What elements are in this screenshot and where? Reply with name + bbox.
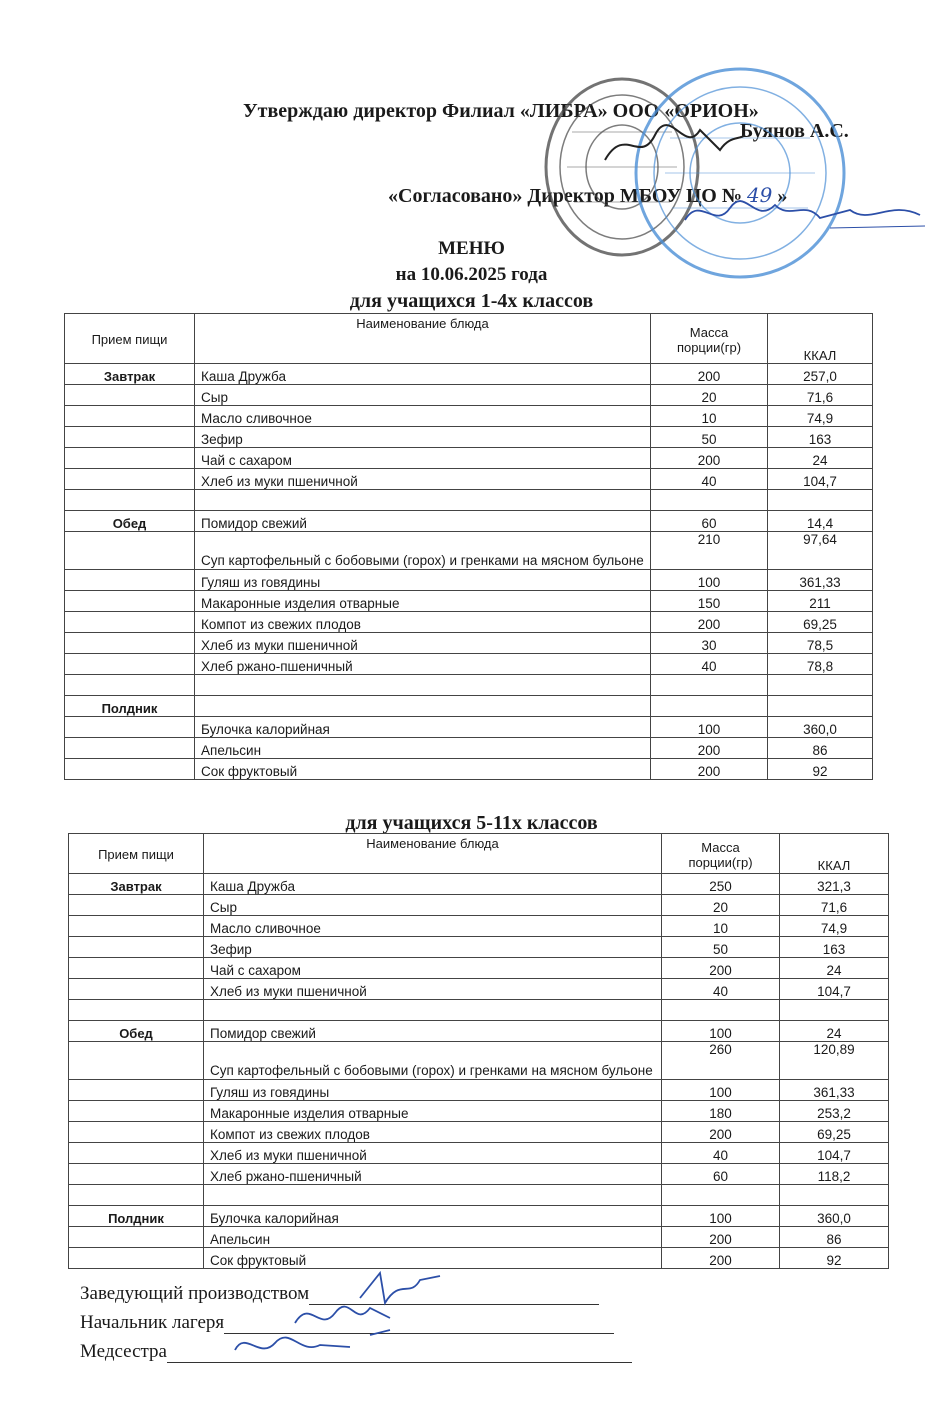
table-row xyxy=(65,469,873,490)
kcal-cell: 360,0 xyxy=(780,1206,889,1227)
col-dish-header: Наименование блюда xyxy=(195,314,651,364)
kcal-cell: 86 xyxy=(768,738,873,759)
mass-cell: 40 xyxy=(662,979,780,1000)
meal-cell xyxy=(65,675,195,696)
agreed-number: 49 xyxy=(746,183,773,207)
meal-cell: Обед xyxy=(69,1021,204,1042)
mass-header-line1: Масса xyxy=(689,324,729,340)
dish-cell: Макаронные изделия отварные xyxy=(204,1101,662,1122)
dish-cell: Зефир xyxy=(204,937,662,958)
mass-header-line2: порции(гр) xyxy=(688,854,753,870)
table-row xyxy=(65,364,873,385)
dish-cell: Чай с сахаром xyxy=(204,958,662,979)
mass-cell: 20 xyxy=(662,895,780,916)
table-row xyxy=(69,1000,889,1021)
meal-cell xyxy=(65,385,195,406)
meal-cell xyxy=(65,570,195,591)
meal-cell xyxy=(69,1080,204,1101)
agreed-quote: » xyxy=(777,185,788,207)
meal-cell xyxy=(65,612,195,633)
meal-cell xyxy=(69,1185,204,1206)
kcal-cell: 86 xyxy=(780,1227,889,1248)
mass-cell: 200 xyxy=(651,612,768,633)
dish-cell: Гуляш из говядины xyxy=(195,570,651,591)
table1-body xyxy=(65,364,873,780)
table-row xyxy=(69,1206,889,1227)
mass-cell: 60 xyxy=(651,511,768,532)
meal-cell xyxy=(65,532,195,570)
mass-cell: 100 xyxy=(662,1206,780,1227)
table-row xyxy=(69,979,889,1000)
mass-cell: 40 xyxy=(651,469,768,490)
mass-cell xyxy=(651,696,768,717)
kcal-cell: 74,9 xyxy=(780,916,889,937)
mass-cell: 200 xyxy=(651,738,768,759)
agreed-text: «Согласовано» Директор МБОУ ЦО № xyxy=(388,185,742,207)
mass-cell: 60 xyxy=(662,1164,780,1185)
dish-cell: Апельсин xyxy=(195,738,651,759)
dish-cell: Чай с сахаром xyxy=(195,448,651,469)
dish-cell: Помидор свежий xyxy=(195,511,651,532)
table-row xyxy=(65,738,873,759)
meal-cell xyxy=(69,979,204,1000)
table-header-row xyxy=(65,314,873,364)
dish-cell: Макаронные изделия отварные xyxy=(195,591,651,612)
table-row xyxy=(69,874,889,895)
dish-cell xyxy=(195,675,651,696)
table-row xyxy=(65,654,873,675)
dish-cell: Каша Дружба xyxy=(195,364,651,385)
table-row xyxy=(65,385,873,406)
col-mass-header xyxy=(662,834,780,874)
table-row xyxy=(69,1143,889,1164)
kcal-cell xyxy=(768,490,873,511)
table-row xyxy=(65,612,873,633)
table-header-row xyxy=(69,834,889,874)
mass-cell: 10 xyxy=(651,406,768,427)
dish-cell xyxy=(204,1185,662,1206)
mass-header-line1: Масса xyxy=(701,839,740,855)
kcal-cell: 163 xyxy=(780,937,889,958)
dish-cell: Суп картофельный с бобовыми (горох) и гренками на мясном бульоне xyxy=(195,532,651,570)
col-dish-header: Наименование блюда xyxy=(204,834,662,874)
mass-cell: 210 xyxy=(651,532,768,570)
mass-cell: 260 xyxy=(662,1042,780,1080)
kcal-cell: 253,2 xyxy=(780,1101,889,1122)
table-row xyxy=(69,1185,889,1206)
kcal-cell: 71,6 xyxy=(780,895,889,916)
meal-cell: Завтрак xyxy=(69,874,204,895)
section2-subtitle: для учащихся 5-11х классов xyxy=(345,812,598,834)
table-row xyxy=(69,1101,889,1122)
table-row xyxy=(69,1122,889,1143)
dish-cell: Компот из свежих плодов xyxy=(195,612,651,633)
meal-cell xyxy=(65,633,195,654)
mass-cell: 40 xyxy=(662,1143,780,1164)
meal-cell xyxy=(65,406,195,427)
dish-cell xyxy=(204,1000,662,1021)
table-row xyxy=(69,1164,889,1185)
menu-date: на 10.06.2025 года xyxy=(395,264,548,285)
table-row xyxy=(69,1021,889,1042)
section1-subtitle: для учащихся 1-4х классов xyxy=(349,290,594,312)
mass-cell: 150 xyxy=(651,591,768,612)
kcal-cell: 321,3 xyxy=(780,874,889,895)
meal-cell xyxy=(65,591,195,612)
table-row xyxy=(65,511,873,532)
kcal-cell: 71,6 xyxy=(768,385,873,406)
dish-cell: Сыр xyxy=(204,895,662,916)
mass-cell: 200 xyxy=(662,1227,780,1248)
mass-cell: 200 xyxy=(651,759,768,780)
kcal-cell xyxy=(780,1185,889,1206)
mass-header-line2: порции(гр) xyxy=(676,339,742,355)
production-head-label: Заведующий производством xyxy=(80,1283,310,1304)
dish-cell: Масло сливочное xyxy=(195,406,651,427)
meal-cell xyxy=(69,1248,204,1269)
mass-cell xyxy=(651,490,768,511)
table-row xyxy=(65,696,873,717)
dish-cell: Помидор свежий xyxy=(204,1021,662,1042)
kcal-cell xyxy=(768,696,873,717)
mass-cell: 50 xyxy=(651,427,768,448)
kcal-cell: 69,25 xyxy=(768,612,873,633)
mass-cell: 40 xyxy=(651,654,768,675)
table-row xyxy=(69,1227,889,1248)
table-row xyxy=(65,490,873,511)
camp-head-label: Начальник лагеря xyxy=(80,1312,225,1333)
table-row xyxy=(69,916,889,937)
mass-cell: 100 xyxy=(651,717,768,738)
meal-cell: Обед xyxy=(65,511,195,532)
dish-cell: Сыр xyxy=(195,385,651,406)
meal-cell xyxy=(65,759,195,780)
kcal-cell: 92 xyxy=(780,1248,889,1269)
menu-title: МЕНЮ xyxy=(438,238,505,259)
dish-cell: Гуляш из говядины xyxy=(204,1080,662,1101)
meal-cell xyxy=(69,937,204,958)
table-row xyxy=(65,427,873,448)
table-row xyxy=(69,1080,889,1101)
meal-cell xyxy=(69,1164,204,1185)
kcal-cell: 361,33 xyxy=(780,1080,889,1101)
meal-cell xyxy=(69,1227,204,1248)
meal-cell xyxy=(69,1000,204,1021)
meal-cell xyxy=(65,490,195,511)
meal-cell: Завтрак xyxy=(65,364,195,385)
kcal-cell: 24 xyxy=(780,958,889,979)
kcal-cell: 120,89 xyxy=(780,1042,889,1080)
mass-cell: 100 xyxy=(662,1021,780,1042)
dish-cell: Апельсин xyxy=(204,1227,662,1248)
kcal-cell: 104,7 xyxy=(768,469,873,490)
kcal-cell: 257,0 xyxy=(768,364,873,385)
kcal-cell: 163 xyxy=(768,427,873,448)
col-kcal-header: ККАЛ xyxy=(780,834,889,874)
nurse-label: Медсестра xyxy=(80,1341,167,1362)
dish-cell: Хлеб из муки пшеничной xyxy=(195,633,651,654)
menu-table-grades-5-11 xyxy=(68,833,889,1269)
meal-cell xyxy=(69,1042,204,1080)
approval-line: Утверждаю директор Филиал «ЛИБРА» ООО «ОРИОН» xyxy=(243,100,759,122)
kcal-cell: 360,0 xyxy=(768,717,873,738)
meal-cell xyxy=(69,1143,204,1164)
table-row xyxy=(65,717,873,738)
dish-cell: Хлеб из муки пшеничной xyxy=(195,469,651,490)
kcal-cell xyxy=(780,1000,889,1021)
table-row xyxy=(65,675,873,696)
mass-cell: 250 xyxy=(662,874,780,895)
mass-cell: 50 xyxy=(662,937,780,958)
kcal-cell: 24 xyxy=(780,1021,889,1042)
table-row xyxy=(65,759,873,780)
table2-body xyxy=(69,874,889,1269)
col-meal-header: Прием пищи xyxy=(69,834,204,874)
dish-cell: Компот из свежих плодов xyxy=(204,1122,662,1143)
table-row xyxy=(65,591,873,612)
table-row xyxy=(69,937,889,958)
nurse-signature xyxy=(230,1325,400,1365)
table-row xyxy=(69,895,889,916)
table-row xyxy=(65,532,873,570)
kcal-cell: 14,4 xyxy=(768,511,873,532)
table-row xyxy=(69,1042,889,1080)
kcal-cell: 104,7 xyxy=(780,1143,889,1164)
meal-cell xyxy=(65,448,195,469)
dish-cell: Зефир xyxy=(195,427,651,448)
meal-cell xyxy=(69,1122,204,1143)
kcal-cell: 118,2 xyxy=(780,1164,889,1185)
school-director-signature xyxy=(680,190,930,240)
table-row xyxy=(69,1248,889,1269)
mass-cell: 20 xyxy=(651,385,768,406)
table-row xyxy=(69,958,889,979)
meal-cell xyxy=(65,717,195,738)
director-signature xyxy=(600,115,750,175)
dish-cell xyxy=(195,696,651,717)
table-row xyxy=(65,406,873,427)
dish-cell: Хлеб ржано-пшеничный xyxy=(195,654,651,675)
col-kcal-header: ККАЛ xyxy=(768,314,873,364)
col-meal-header: Прием пищи xyxy=(65,314,195,364)
dish-cell: Хлеб из муки пшеничной xyxy=(204,1143,662,1164)
mass-cell: 30 xyxy=(651,633,768,654)
meal-cell: Полдник xyxy=(65,696,195,717)
meal-cell xyxy=(65,427,195,448)
dish-cell: Сок фруктовый xyxy=(204,1248,662,1269)
dish-cell: Масло сливочное xyxy=(204,916,662,937)
dish-cell: Булочка калорийная xyxy=(195,717,651,738)
mass-cell xyxy=(662,1185,780,1206)
meal-cell xyxy=(69,916,204,937)
kcal-cell: 78,8 xyxy=(768,654,873,675)
kcal-cell: 104,7 xyxy=(780,979,889,1000)
dish-cell: Хлеб ржано-пшеничный xyxy=(204,1164,662,1185)
mass-cell: 200 xyxy=(662,958,780,979)
dish-cell: Хлеб из муки пшеничной xyxy=(204,979,662,1000)
kcal-cell: 74,9 xyxy=(768,406,873,427)
mass-cell: 180 xyxy=(662,1101,780,1122)
mass-cell xyxy=(651,675,768,696)
meal-cell xyxy=(65,469,195,490)
kcal-cell: 24 xyxy=(768,448,873,469)
mass-cell: 10 xyxy=(662,916,780,937)
dish-cell xyxy=(195,490,651,511)
meal-cell xyxy=(65,654,195,675)
menu-table-grades-1-4 xyxy=(64,313,873,780)
mass-cell: 200 xyxy=(651,364,768,385)
meal-cell xyxy=(69,958,204,979)
kcal-cell: 69,25 xyxy=(780,1122,889,1143)
meal-cell xyxy=(69,895,204,916)
mass-cell: 200 xyxy=(662,1248,780,1269)
dish-cell: Булочка калорийная xyxy=(204,1206,662,1227)
kcal-cell: 78,5 xyxy=(768,633,873,654)
approver-name: Буянов А.С. xyxy=(740,120,849,142)
meal-cell xyxy=(69,1101,204,1122)
col-mass-header xyxy=(651,314,768,364)
meal-cell: Полдник xyxy=(69,1206,204,1227)
mass-cell: 200 xyxy=(662,1122,780,1143)
table-row xyxy=(65,448,873,469)
mass-cell xyxy=(662,1000,780,1021)
table-row xyxy=(65,633,873,654)
meal-cell xyxy=(65,738,195,759)
mass-cell: 100 xyxy=(651,570,768,591)
mass-cell: 100 xyxy=(662,1080,780,1101)
dish-cell: Суп картофельный с бобовыми (горох) и гренками на мясном бульоне xyxy=(204,1042,662,1080)
dish-cell: Каша Дружба xyxy=(204,874,662,895)
kcal-cell: 361,33 xyxy=(768,570,873,591)
dish-cell: Сок фруктовый xyxy=(195,759,651,780)
kcal-cell: 92 xyxy=(768,759,873,780)
kcal-cell: 97,64 xyxy=(768,532,873,570)
table-row xyxy=(65,570,873,591)
kcal-cell xyxy=(768,675,873,696)
mass-cell: 200 xyxy=(651,448,768,469)
kcal-cell: 211 xyxy=(768,591,873,612)
